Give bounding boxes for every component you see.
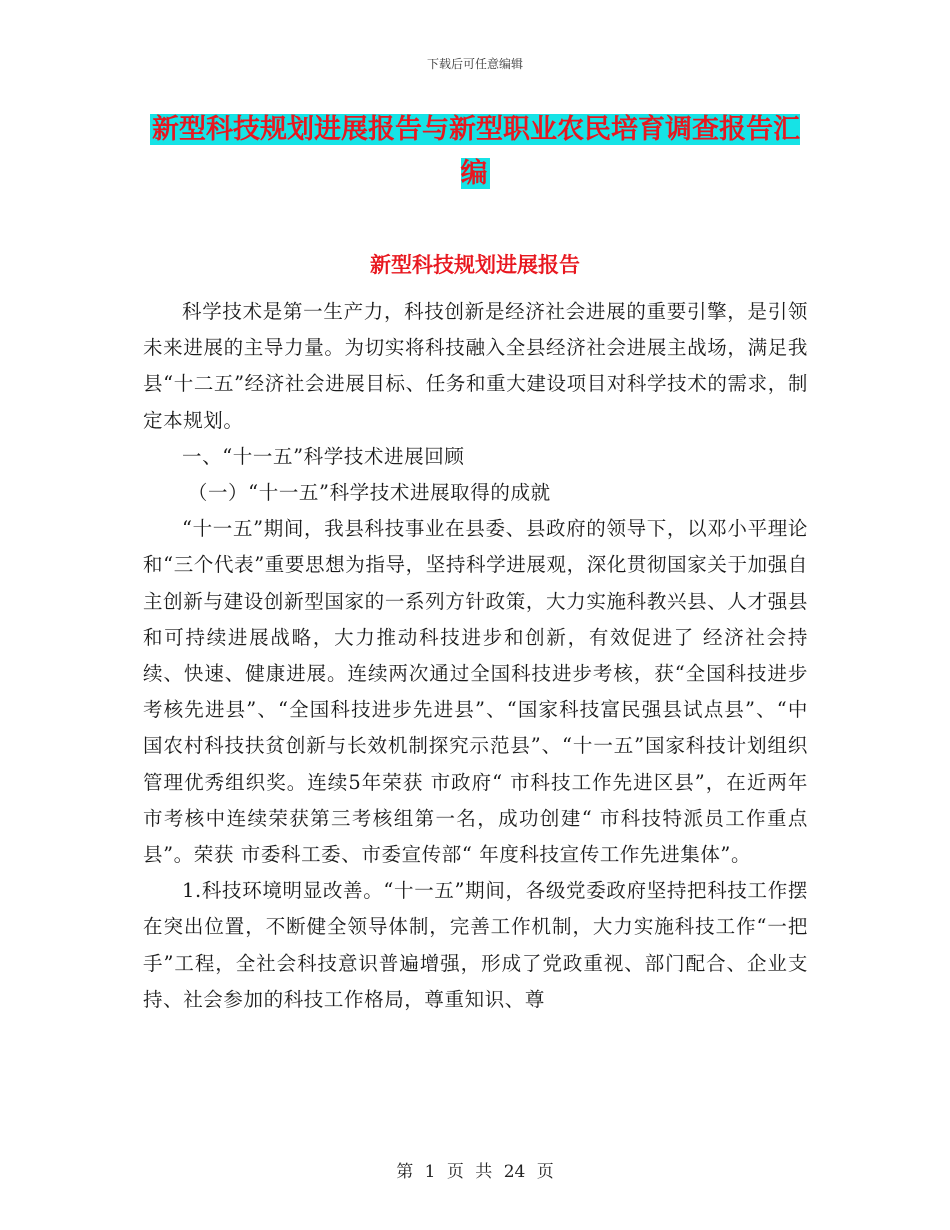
paragraph-achievements: “十一五”期间，我县科技事业在县委、县政府的领导下，以邓小平理论和“三个代表”重要思想为指导，坚持科学进展观，深化贯彻国家关于加强自主创新与建设创新型国家的一系列方针政策，大力实施科教兴县、人才强县和可持续进展战略，大力推动科技进步和创新，有效促进了 经济社会持续、快速、健康进展。连续两次通过全国科技进步考核，获“全国科技进步考核先进县”、“全国科技进步先进县”、“国家科技富民强县试点县”、“中国农村科技扶贫创新与长效机制探究示范县”、“十一五”国家科技计划组织管理优秀组织奖。连续5年荣获 市政府“ 市科技工作先进区县”，在近两年 市考核中连续荣获第三考核组第一名，成功创建“ 市科技特派员工作重点县”。荣获 市委科工委、市委宣传部“ 年度科技宣传工作先进集体”。 bbox=[143, 517, 808, 867]
section-title: 新型科技规划进展报告 bbox=[370, 253, 580, 277]
heading-level-1: 一、“十一五”科学技术进展回顾 bbox=[182, 444, 465, 468]
document-body bbox=[143, 294, 808, 1018]
document-title-text: 新型科技规划进展报告与新型职业农民培育调查报告汇编 bbox=[152, 114, 800, 189]
page-footer: 第 1 页 共 24 页 bbox=[396, 1162, 554, 1182]
header-note: 下载后可任意编辑 bbox=[426, 57, 523, 71]
paragraph-intro: 科学技术是第一生产力，科技创新是经济社会进展的重要引擎，是引领未来进展的主导力量。为切实将科技融入全县经济社会进展主战场，满足我县“十二五”经济社会进展目标、任务和重大建设项目对科学技术的需求，制定本规划。 bbox=[143, 300, 808, 432]
document-title bbox=[145, 108, 805, 196]
paragraph-environment: 1.科技环境明显改善。“十一五”期间，各级党委政府坚持把科技工作摆在突出位置，不断健全领导体制，完善工作机制，大力实施科技工作“一把手”工程，全社会科技意识普遍增强，形成了党政重视、部门配合、企业支持、社会参加的科技工作格局，尊重知识、尊 bbox=[143, 879, 808, 1011]
heading-level-2: （一）“十一五”科学技术进展取得的成就 bbox=[187, 481, 551, 505]
